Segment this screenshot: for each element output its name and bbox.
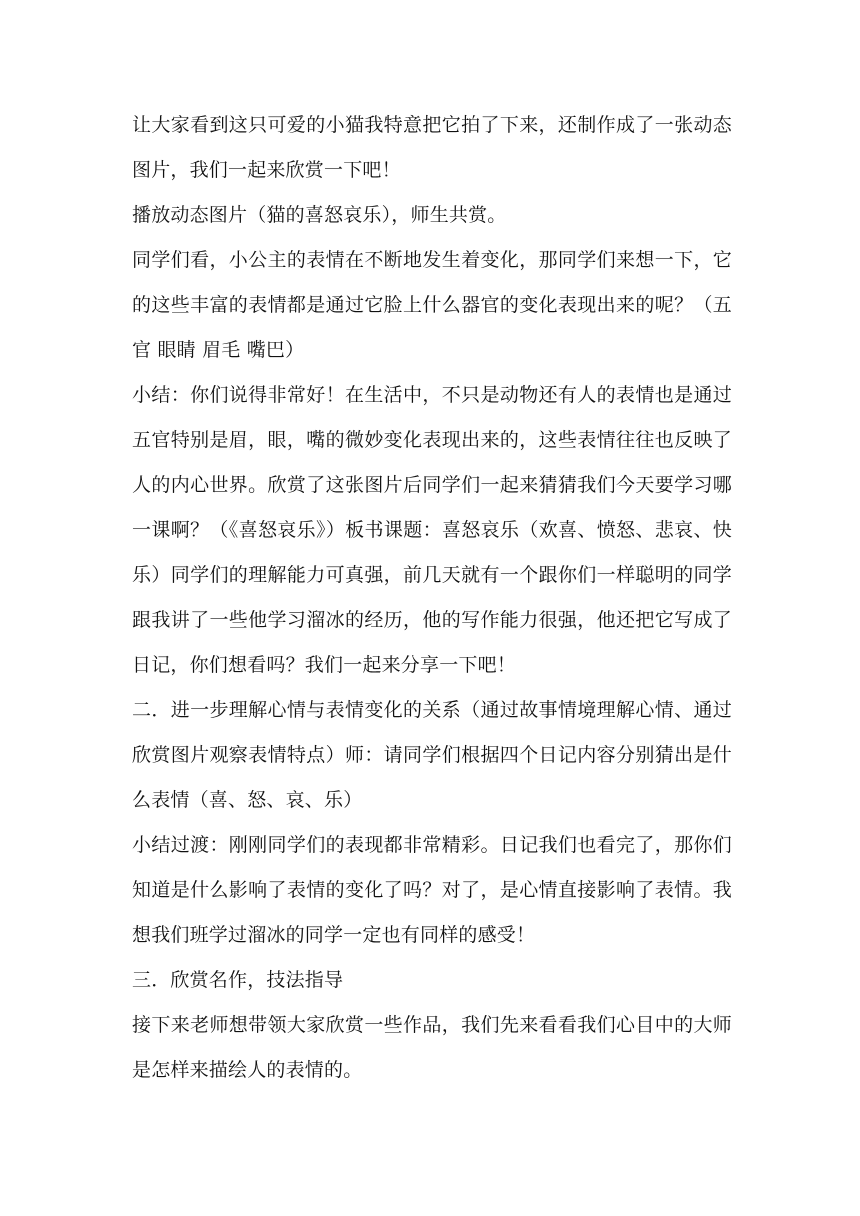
- paragraph-facial-question: 同学们看，小公主的表情在不断地发生着变化，那同学们来想一下，它的这些丰富的表情都是通过它脸上什么器官的变化表现出来的呢？（五官 眼睛 眉毛 嘴巴）: [132, 249, 732, 361]
- paragraph-play-animation: 播放动态图片（猫的喜怒哀乐），师生共赏。: [132, 204, 507, 226]
- paragraph-intro-cat: 让大家看到这只可爱的小猫我特意把它拍了下来，还制作成了一张动态图片，我们一起来欣赏一下吧！: [132, 114, 732, 181]
- document-page: [132, 103, 732, 1093]
- paragraph-transition: 小结过渡：刚刚同学们的表现都非常精彩。日记我们也看完了，那你们知道是什么影响了表情的变化了吗？对了，是心情直接影响了表情。我想我们班学过溜冰的同学一定也有同样的感受！: [132, 834, 732, 946]
- paragraph-masterpieces: 接下来老师想带领大家欣赏一些作品，我们先来看看我们心目中的大师是怎样来描绘人的表情的。: [132, 1014, 732, 1081]
- paragraph-section-two: 二．进一步理解心情与表情变化的关系（通过故事情境理解心情、通过欣赏图片观察表情特点）师：请同学们根据四个日记内容分别猜出是什么表情（喜、怒、哀、乐）: [132, 699, 732, 811]
- paragraph-section-three-heading: 三．欣赏名作，技法指导: [132, 969, 344, 991]
- paragraph-summary: 小结：你们说得非常好！在生活中，不只是动物还有人的表情也是通过五官特别是眉，眼，嘴的微妙变化表现出来的，这些表情往往也反映了人的内心世界。欣赏了这张图片后同学们一起来猜猜我们今天要学习哪一课啊？（《喜怒哀乐》）板书课题：喜怒哀乐（欢喜、愤怒、悲哀、快乐）同学们的理解能力可真强，前几天就有一个跟你们一样聪明的同学跟我讲了一些他学习溜冰的经历，他的写作能力很强，他还把它写成了日记，你们想看吗？我们一起来分享一下吧！: [132, 384, 732, 676]
